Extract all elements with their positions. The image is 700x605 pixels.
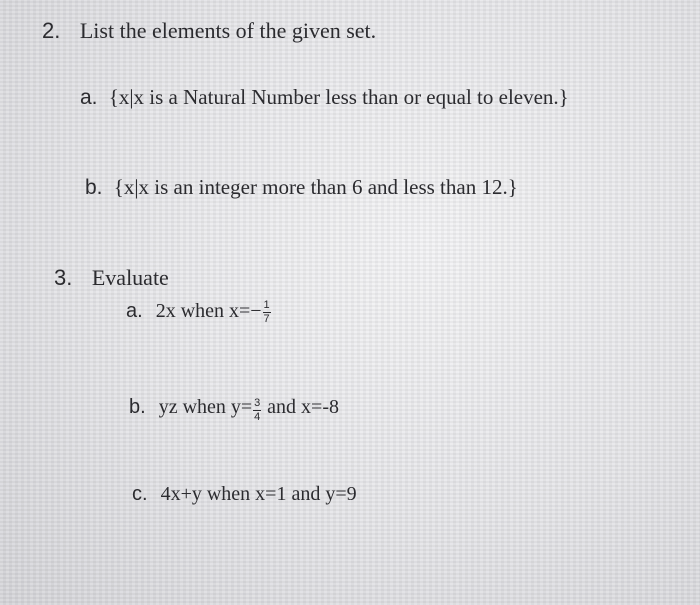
fraction bbox=[263, 300, 271, 325]
question-number: 2. bbox=[42, 18, 61, 43]
fraction-denominator: 4 bbox=[254, 411, 261, 423]
item-label: a. bbox=[126, 300, 143, 323]
item-label: c. bbox=[132, 483, 148, 505]
question-3b bbox=[129, 396, 339, 423]
expression-end: and x=-8 bbox=[262, 396, 339, 418]
expression: 4x+y when x=1 and y=9 bbox=[160, 483, 357, 505]
question-title: List the elements of the given set. bbox=[79, 18, 377, 43]
question-3a bbox=[126, 300, 272, 325]
fraction-denominator: 7 bbox=[263, 313, 270, 325]
question-2 bbox=[42, 18, 376, 44]
expression-start: yz when y= bbox=[158, 396, 253, 418]
item-label: b. bbox=[129, 396, 146, 418]
question-2b bbox=[85, 175, 518, 200]
item-label: b. bbox=[85, 176, 103, 199]
expression: 2x when x=− bbox=[155, 300, 262, 323]
fraction-numerator: 1 bbox=[263, 299, 270, 311]
question-3c bbox=[132, 483, 357, 506]
item-label: a. bbox=[80, 86, 98, 109]
question-title: Evaluate bbox=[91, 265, 169, 290]
question-3 bbox=[54, 265, 169, 291]
question-number: 3. bbox=[54, 265, 73, 290]
set-text: {x|x is a Natural Number less than or equal to eleven.} bbox=[108, 85, 569, 109]
fraction bbox=[253, 398, 261, 423]
set-text: {x|x is an integer more than 6 and less than 12.} bbox=[113, 175, 518, 199]
fraction-numerator: 3 bbox=[254, 397, 261, 409]
question-2a bbox=[80, 85, 569, 110]
